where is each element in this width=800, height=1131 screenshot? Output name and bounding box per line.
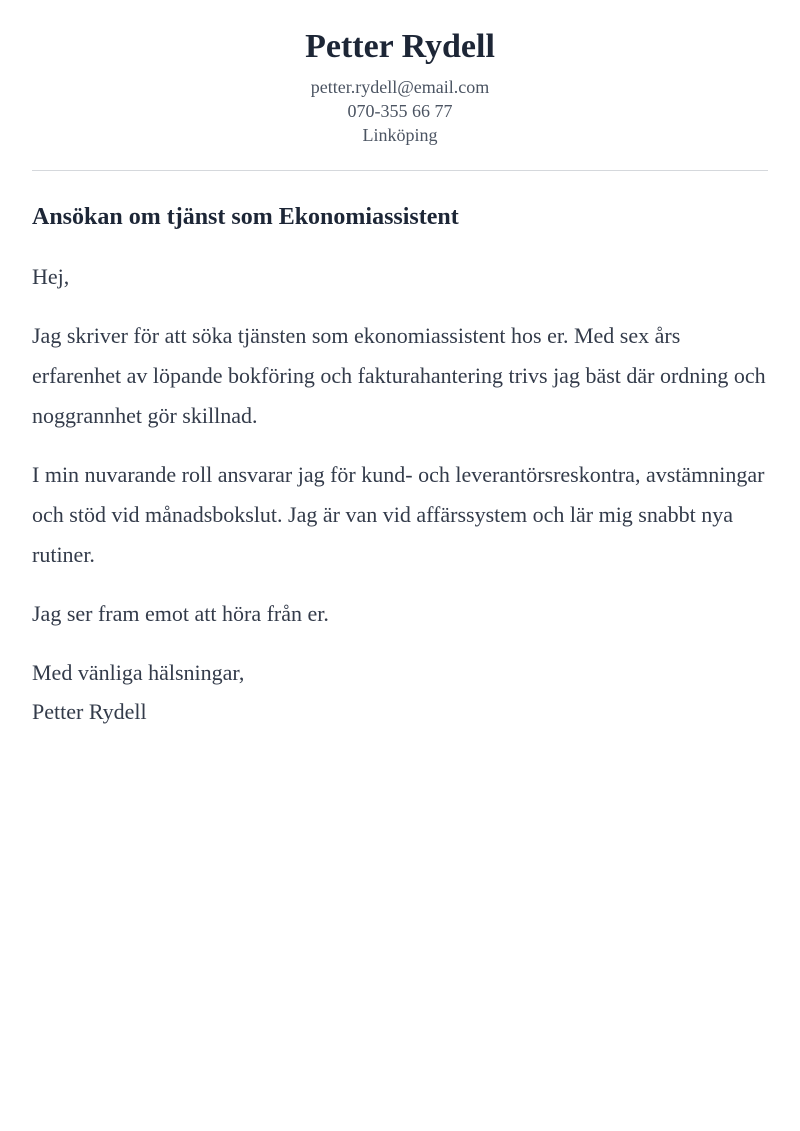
letter-subject: Ansökan om tjänst som Ekonomiassistent [32,204,459,230]
letter-paragraph-3: Jag ser fram emot att höra från er. [32,601,329,626]
applicant-name: Petter Rydell [305,28,495,65]
letter-paragraph-1: Jag skriver för att söka tjänsten som ekonomiassistent hos er. Med sex års erfarenhet av löpande bokföring och fakturahantering trivs jag bäst där ordning och noggrannhet gör skillnad. [32,323,766,428]
letter-header [32,0,768,147]
header-divider [32,170,768,171]
letter-greeting: Hej, [32,264,70,289]
letter-closing: Med vänliga hälsningar, [32,660,245,685]
applicant-email: petter.rydell@email.com [310,77,490,97]
letter-paragraph-2: I min nuvarande roll ansvarar jag för kund- och leverantörsreskontra, avstämningar och stöd vid månadsbokslut. Jag är van vid affärssystem och lär mig snabbt nya rutiner. [32,462,765,567]
applicant-city: Linköping [362,125,438,145]
letter-signature: Petter Rydell [32,699,147,724]
applicant-phone: 070-355 66 77 [347,101,453,121]
